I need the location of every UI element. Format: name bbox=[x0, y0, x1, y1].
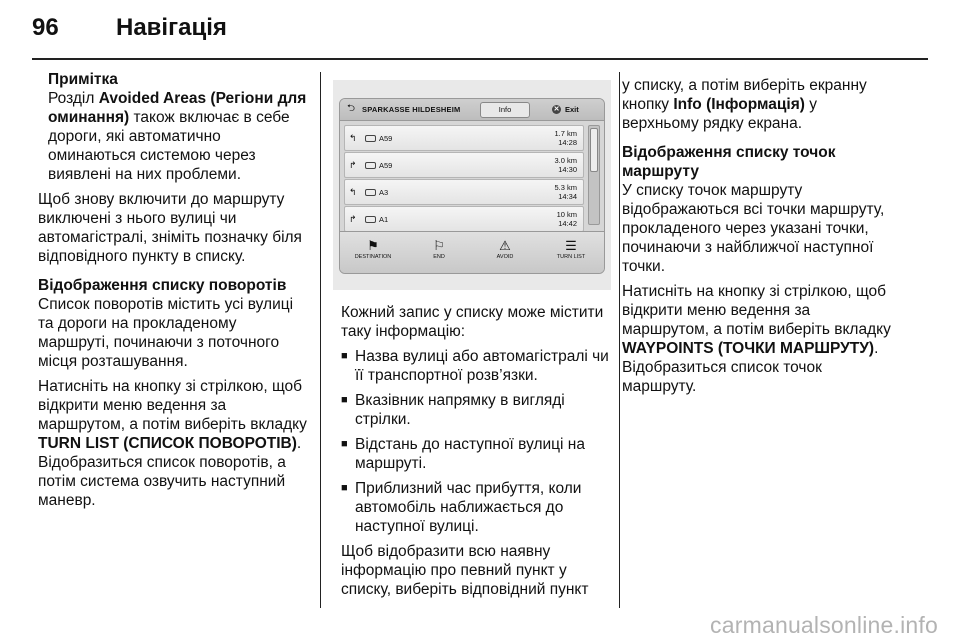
direction-arrow-icon: ↰ bbox=[349, 187, 357, 197]
text-pre: Натисніть на кнопку зі стрілкою, щоб відкрити меню ведення за маршрутом, а потім виберіть вкладку bbox=[622, 283, 891, 338]
info-tab[interactable]: Info bbox=[480, 102, 530, 118]
text-bold: Info (Інформація) bbox=[673, 96, 805, 113]
avoid-road-icon: ⚠ bbox=[499, 238, 511, 253]
road-badge-icon bbox=[365, 216, 376, 223]
column-2 bbox=[341, 303, 613, 605]
text-bold: WAYPOINTS (ТОЧКИ МАРШРУТУ) bbox=[622, 340, 875, 357]
turn-list bbox=[340, 121, 604, 231]
destination-button[interactable] bbox=[340, 232, 406, 273]
text-pre: Натисніть на кнопку зі стрілкою, щоб відкрити меню ведення за маршрутом, а потім виберіть вкладку bbox=[38, 378, 307, 433]
note-text bbox=[48, 89, 310, 184]
road-name: A1 bbox=[379, 215, 389, 224]
direction-arrow-icon: ↱ bbox=[349, 214, 357, 224]
distance: 1.7 km bbox=[554, 129, 577, 138]
destination-label: DESTINATION bbox=[354, 254, 392, 260]
paragraph-waypoints-howto bbox=[622, 282, 894, 396]
list-item[interactable] bbox=[344, 206, 584, 232]
heading-waypoints: Відображення списку точок маршруту bbox=[622, 144, 836, 180]
column-divider-1 bbox=[320, 72, 321, 608]
paragraph-turn-list-howto bbox=[38, 377, 310, 510]
turn-list-label: TURN LIST bbox=[556, 254, 586, 260]
note-text-bold: Avoided Areas (Регіони для оминання) bbox=[48, 90, 307, 126]
direction-arrow-icon: ↰ bbox=[349, 133, 357, 143]
exit-icon: ✕ bbox=[553, 106, 560, 113]
screen-destination: SPARKASSE HILDESHEIM bbox=[362, 105, 461, 114]
end-label: END bbox=[433, 254, 445, 260]
road-badge-icon bbox=[365, 162, 376, 169]
list-item: ■ Вказівник напрямку в вигляді стрілки. bbox=[341, 391, 613, 429]
direction-arrow-icon: ↱ bbox=[349, 160, 357, 170]
paragraph-info-button bbox=[622, 76, 894, 133]
arrival-time: 14:30 bbox=[558, 165, 577, 174]
paragraph-include-streets: Щоб знову включити до маршруту виключені з нього вулиці чи автомагістралі, зніміть позначку біля відповідного пункту в списку. bbox=[38, 191, 302, 265]
road-name: A59 bbox=[379, 161, 393, 170]
column-1 bbox=[38, 70, 310, 516]
header-rule bbox=[32, 58, 928, 60]
paragraph-turn-list: Список поворотів містить усі вулиці та дороги на прокладеному маршруті, починаючи з поточного місця розташування. bbox=[38, 296, 294, 370]
road-badge-icon bbox=[365, 135, 376, 142]
entry-info-list bbox=[341, 347, 613, 536]
distance: 10 km bbox=[556, 210, 577, 219]
exit-button[interactable] bbox=[552, 105, 579, 114]
list-item[interactable] bbox=[344, 179, 584, 205]
arrival-time: 14:34 bbox=[558, 192, 577, 201]
screen-bottom-bar bbox=[340, 231, 604, 273]
list-item: ■ Приблизний час прибуття, коли автомобіль наближається до наступної вулиці. bbox=[341, 479, 613, 536]
page-title: Навігація bbox=[116, 14, 227, 41]
text-post: . Відобразиться список поворотів, а потім система озвучить наступний маневр. bbox=[38, 435, 302, 509]
navigation-screen bbox=[339, 98, 605, 274]
scroll-thumb[interactable] bbox=[590, 128, 598, 172]
turn-list-icon: ☰ bbox=[565, 238, 577, 253]
text-post: . Відобразиться список точок маршруту. bbox=[622, 340, 879, 395]
paragraph-waypoints: У списку точок маршруту відображаються всі точки маршруту, прокладеного через указані точки, починаючи з найближчої наступної точки. bbox=[622, 182, 885, 275]
navigation-screen-figure bbox=[333, 80, 611, 290]
end-route-icon: ⚐ bbox=[433, 238, 445, 253]
text-pre: у списку, а потім виберіть екранну кнопку bbox=[622, 77, 867, 113]
back-arrow-icon[interactable]: ⮌ bbox=[346, 103, 355, 114]
road-badge-icon bbox=[365, 189, 376, 196]
note-text-post: також включає в себе дороги, які автоматично оминаються системою через виявлені на них проблеми. bbox=[48, 109, 290, 183]
list-item: ■ Назва вулиці або автомагістралі чи її транспортної розв’язки. bbox=[341, 347, 613, 385]
column-3 bbox=[622, 76, 894, 402]
paragraph-show-info: Щоб відобразити всю наявну інформацію про певний пункт у списку, виберіть відповідний пункт bbox=[341, 543, 589, 598]
distance: 5.3 km bbox=[554, 183, 577, 192]
avoid-label: AVOID bbox=[496, 254, 514, 260]
road-name: A59 bbox=[379, 134, 393, 143]
screen-top-bar bbox=[340, 99, 604, 121]
note-title: Примітка bbox=[48, 71, 118, 88]
scrollbar[interactable] bbox=[588, 125, 600, 225]
text-bold: TURN LIST (СПИСОК ПОВОРОТІВ) bbox=[38, 435, 297, 452]
end-button[interactable] bbox=[406, 232, 472, 273]
paragraph-entry-intro: Кожний запис у списку може містити таку інформацію: bbox=[341, 304, 604, 340]
turn-list-button[interactable] bbox=[538, 232, 604, 273]
list-item[interactable] bbox=[344, 125, 584, 151]
list-item[interactable] bbox=[344, 152, 584, 178]
flag-icon: ⚑ bbox=[367, 238, 379, 253]
heading-turn-list: Відображення списку поворотів bbox=[38, 277, 287, 294]
note-block bbox=[38, 70, 310, 184]
road-name: A3 bbox=[379, 188, 389, 197]
watermark: carmanualsonline.info bbox=[710, 612, 938, 638]
page-header bbox=[32, 14, 227, 48]
arrival-time: 14:28 bbox=[558, 138, 577, 147]
column-divider-2 bbox=[619, 72, 620, 608]
arrival-time: 14:42 bbox=[558, 219, 577, 228]
text-post: у верхньому рядку екрана. bbox=[622, 96, 817, 132]
distance: 3.0 km bbox=[554, 156, 577, 165]
avoid-button[interactable] bbox=[472, 232, 538, 273]
page-number: 96 bbox=[32, 14, 59, 41]
note-text-pre: Розділ bbox=[48, 90, 99, 107]
exit-label: Exit bbox=[565, 105, 579, 114]
list-item: ■ Відстань до наступної вулиці на маршруті. bbox=[341, 435, 613, 473]
